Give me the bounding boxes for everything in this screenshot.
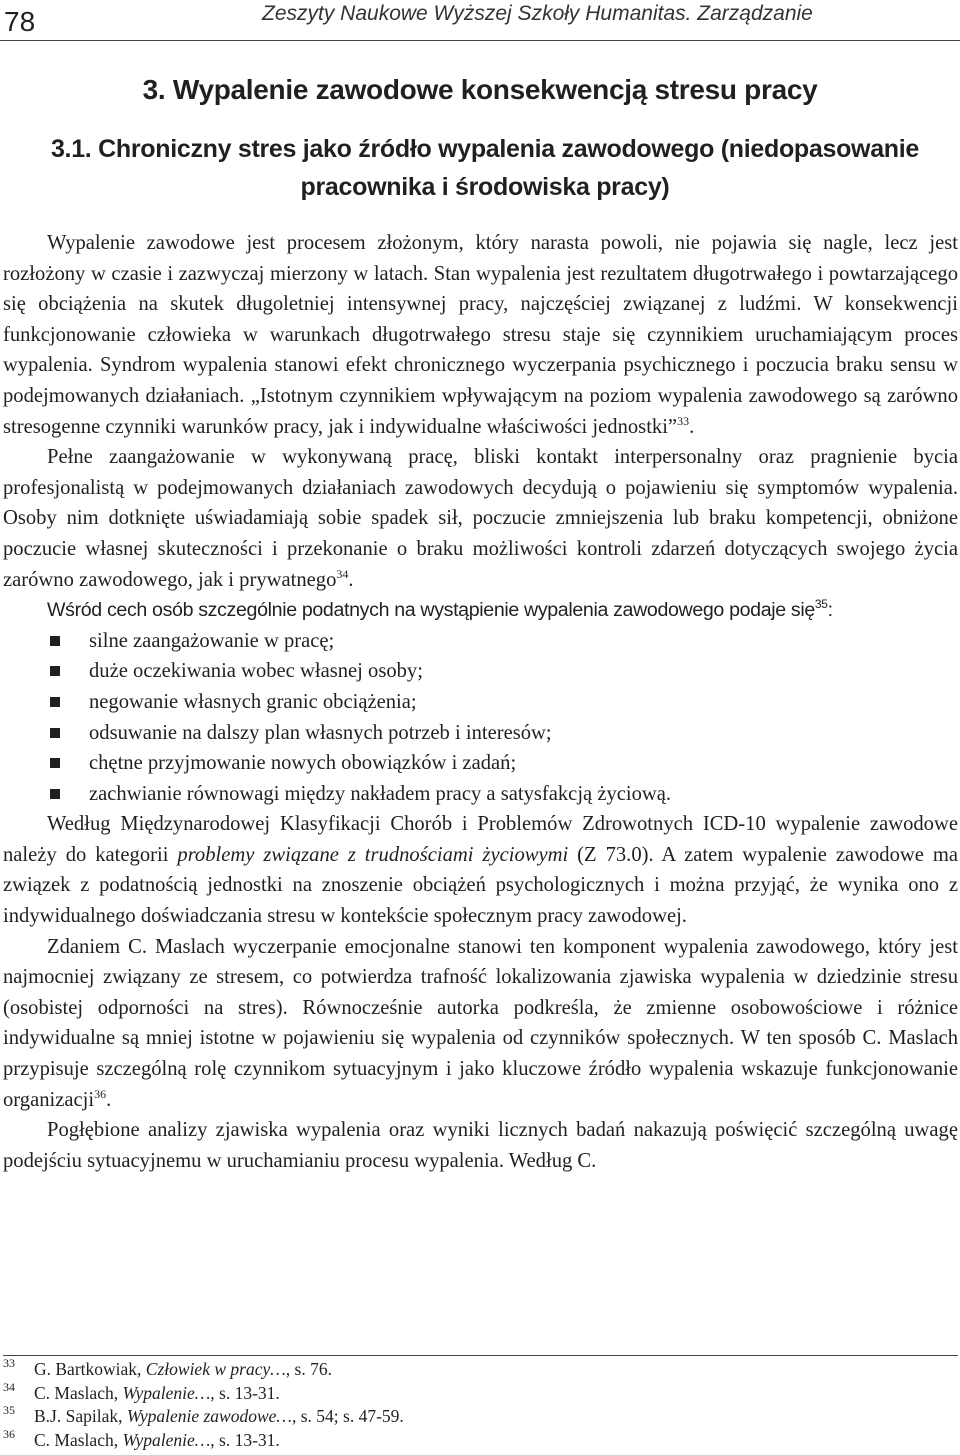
footnote-number: 36 <box>3 1426 15 1441</box>
footnote-number: 34 <box>3 1379 15 1394</box>
list-item-text: chętne przyjmowanie nowych obowiązków i zadań; <box>89 752 517 775</box>
bullet-list <box>3 626 958 810</box>
footnote-title: Wypalenie zawodowe… <box>126 1406 292 1426</box>
list-item-text: zachwianie równowagi między nakładem pracy a satysfakcją życiową. <box>89 782 672 805</box>
list-item <box>3 718 958 749</box>
list-item-text: odsuwanie na dalszy plan własnych potrzeb i interesów; <box>89 721 552 744</box>
paragraph-2-end: . <box>348 568 354 591</box>
footnotes <box>0 1358 960 1452</box>
footnote-author: B.J. Sapilak, <box>34 1406 127 1426</box>
body-text <box>3 228 958 1176</box>
footnote <box>0 1358 960 1382</box>
footnote <box>0 1426 960 1453</box>
footnote-pages: , s. 13-31. <box>210 1382 280 1403</box>
list-item-text: duże oczekiwania wobec własnej osoby; <box>89 660 423 683</box>
list-item <box>3 687 958 718</box>
footnote-ref-36[interactable]: 36 <box>94 1086 107 1101</box>
footnote-pages: , s. 54; s. 47-59. <box>291 1406 404 1426</box>
paragraph-5-end: . <box>106 1088 112 1111</box>
footnote-ref-33[interactable]: 33 <box>677 413 690 428</box>
page-number: 78 <box>4 6 36 37</box>
footnote-pages: , s. 13-31. <box>210 1429 280 1450</box>
paragraph-3-text: Wśród cech osób szczególnie podatnych na wystąpienie wypalenia zawodowego podaje się <box>47 599 815 622</box>
paragraph-1-text: Wypalenie zawodowe jest procesem złożonym, który narasta powoli, nie pojawia się nagle, lecz jest rozłożony w czasie i zazwyczaj mierzony w latach. Stan wypalenia jest rezultatem długotrwałego i powtarzającego się obciążenia na skutek długoletniej intensywnej pracy, najczęściej związanej z ludźmi. W konsekwencji funkcjonowanie człowieka w warunkach długotrwałego stresu staje się czynnikiem uruchamiającym proces wypalenia. Syndrom wypalenia stanowi efekt chronicznego wyczerpania psychicznego i poczucia braku sensu w podejmowanych działaniach. „Istotnym czynnikiem wpływającym na poziom wypalenia zawodowego są zarówno stresogenne czynniki warunków pracy, jak i indywidualne właściwości jednostki” <box>3 232 958 438</box>
paragraph-1 <box>3 228 958 442</box>
running-head: Zeszyty Naukowe Wyższej Szkoły Humanitas. Zarządzanie <box>262 2 813 25</box>
footnote-author: C. Maslach, <box>34 1429 123 1450</box>
footnote-title: Wypalenie… <box>122 1429 211 1450</box>
paragraph-3 <box>3 595 958 626</box>
footnote-number: 35 <box>3 1403 15 1417</box>
footnote-author: G. Bartkowiak, <box>34 1359 146 1379</box>
square-bullet-icon <box>50 636 60 646</box>
paragraph-4-emphasis: problemy związane z trudnościami życiowymi <box>177 843 569 866</box>
paragraph-4 <box>3 809 958 931</box>
footnote-title: Człowiek w pracy… <box>145 1359 286 1379</box>
footnote-ref-34[interactable]: 34 <box>336 566 349 581</box>
footnote-author: C. Maslach, <box>34 1382 123 1403</box>
paragraph-2-text: Pełne zaangażowanie w wykonywaną pracę, bliski kontakt interpersonalny oraz pragnienie bycia profesjonalistą w podejmowanych działaniach zawodowych decydują o pojawieniu się symptomów wypalenia. Osoby nim dotknięte uświadamiają sobie spadek sił, poczucie zmniejszenia lub braku kompetencji, obniżone poczucie własnej skuteczności i przekonanie o braku możliwości kontroli zdarzeń dotyczących swojego życia zarówno zawodowego, jak i prywatnego <box>3 446 958 591</box>
paragraph-4-text-cont: (Z 73.0). A zatem wypalenie zawodowe ma związek z podatnością jednostki na znoszenie obciążeń psychologicznych i można przyjąć, że wynika ono z indywidualnego doświadczania stresu w kontekście społecznym pracy zawodowej. <box>3 843 958 928</box>
header-rule <box>0 40 960 41</box>
footnote-pages: , s. 76. <box>285 1359 332 1379</box>
paragraph-5-text: Zdaniem C. Maslach wyczerpanie emocjonalne stanowi ten komponent wypalenia zawodowego, który jest najmocniej związany ze stresem, co potwierdza trafność lokalizowania zjawiska wypalenia w dziedzinie stresu (osobistej odporności na stres). Równocześnie autorka podkreśla, że zmienne osobowościowe i różnice indywidualne są mniej istotne w pojawieniu się wypalenia od czynników społecznych. W ten sposób C. Maslach przypisuje szczególną rolę czynnikom sytuacyjnym i jako kluczowe źródło wypalenia wskazuje funkcjonowanie organizacji <box>3 935 958 1111</box>
footnote-rule <box>3 1355 958 1356</box>
square-bullet-icon <box>50 728 60 738</box>
list-item <box>3 626 958 657</box>
square-bullet-icon <box>50 666 60 676</box>
paragraph-2 <box>3 442 958 595</box>
footnote-ref-35[interactable]: 35 <box>814 597 828 612</box>
square-bullet-icon <box>50 789 60 799</box>
footnote-number: 33 <box>3 1356 15 1370</box>
list-item <box>3 779 958 810</box>
square-bullet-icon <box>50 697 60 707</box>
subsection-heading: 3.1. Chroniczny stres jako źródło wypalenia zawodowego (niedopasowanie pracownika i środowiska pracy) <box>50 135 920 201</box>
list-item-text: silne zaangażowanie w pracę; <box>89 629 335 652</box>
list-item-text: negowanie własnych granic obciążenia; <box>89 690 417 713</box>
section-heading: 3. Wypalenie zawodowe konsekwencją stresu pracy <box>142 74 818 105</box>
paragraph-6-text: Pogłębione analizy zjawiska wypalenia oraz wyniki licznych badań nakazują poświęcić szczególną uwagę podejściu sytuacyjnemu w uruchamianiu procesu wypalenia. Według C. <box>3 1119 958 1172</box>
paragraph-1-end: . <box>689 415 695 438</box>
list-item <box>3 656 958 687</box>
paragraph-4-text: Według Międzynarodowej Klasyfikacji Chorób i Problemów Zdrowotnych ICD-10 wypalenie zawodowe należy do kategorii <box>3 813 958 866</box>
square-bullet-icon <box>50 758 60 768</box>
paragraph-5 <box>3 932 958 1116</box>
footnote <box>0 1405 960 1429</box>
paragraph-3-end: : <box>827 599 833 622</box>
paragraph-6 <box>3 1115 958 1176</box>
footnote <box>0 1379 960 1406</box>
footnote-title: Wypalenie… <box>122 1382 211 1403</box>
page-header <box>0 0 960 48</box>
list-item <box>3 748 958 779</box>
